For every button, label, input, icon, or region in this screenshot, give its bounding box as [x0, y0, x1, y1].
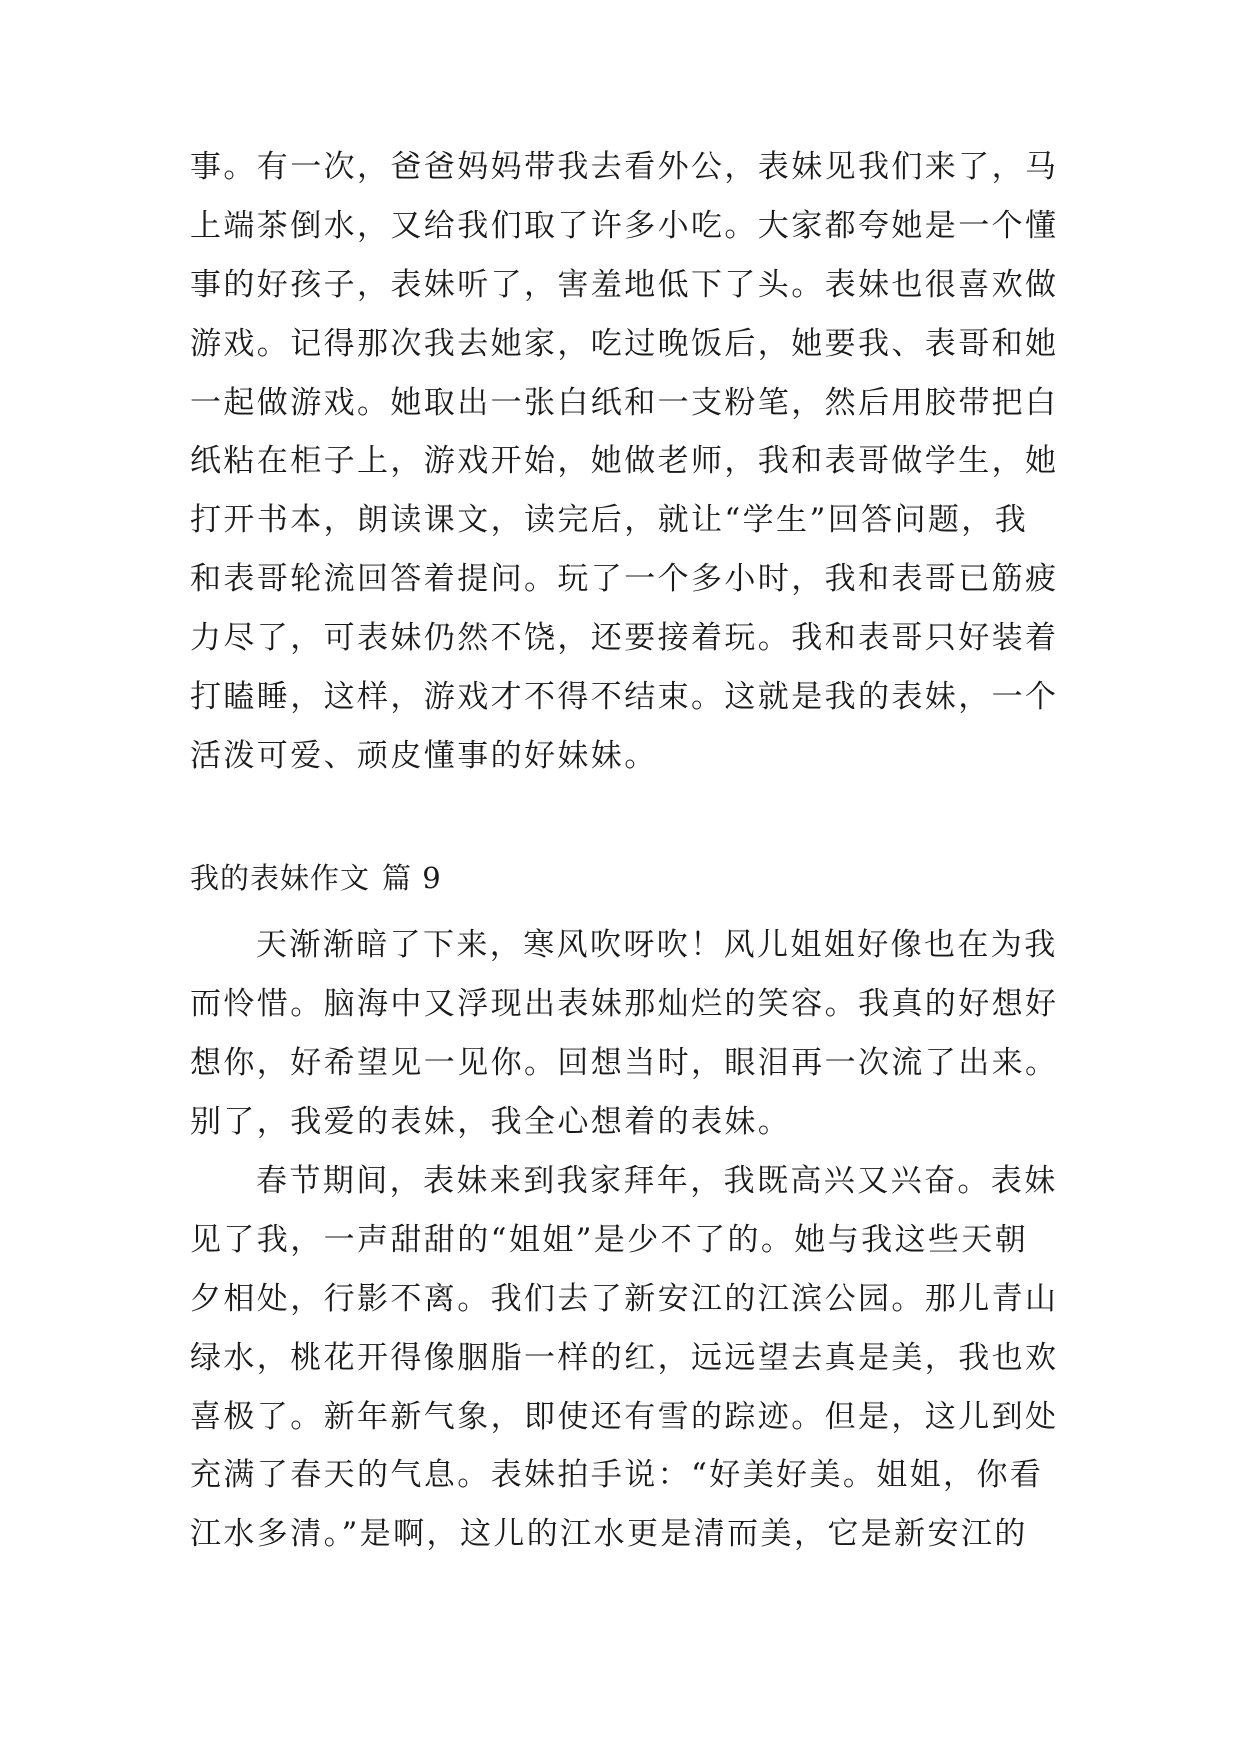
- text-line: 绿水，桃花开得像胭脂一样的红，远远望去真是美，我也欢: [190, 1339, 1059, 1376]
- section-title: 我的表妹作文: [190, 861, 371, 895]
- text-line: 见了我，一声甜甜的“姐姐”是少不了的。她与我这些天朝: [190, 1221, 1029, 1258]
- text-line: 活泼可爱、顽皮懂事的好妹妹。: [190, 737, 658, 774]
- paragraph-two: [190, 1152, 1070, 1564]
- text-line: 夕相处，行影不离。我们去了新安江的江滨公园。那儿青山: [190, 1280, 1059, 1317]
- text-line: 充满了春天的气息。表妹拍手说：“好美好美。姐姐，你看: [190, 1457, 1044, 1494]
- text-line: 一起做游戏。她取出一张白纸和一支粉笔，然后用胶带把白: [190, 384, 1059, 421]
- paragraph-one: [190, 916, 1070, 1152]
- section-heading: [190, 856, 442, 900]
- text-line: 事的好孩子，表妹听了，害羞地低下了头。表妹也很喜欢做: [190, 266, 1059, 303]
- text-line: 天渐渐暗了下来，寒风吹呀吹！风儿姐姐好像也在为我: [256, 927, 1058, 963]
- text-line: 喜极了。新年新气象，即使还有雪的踪迹。但是，这儿到处: [190, 1398, 1059, 1435]
- text-line: 游戏。记得那次我去她家，吃过晚饭后，她要我、表哥和她: [190, 325, 1059, 362]
- text-line: 想你，好希望见一见你。回想当时，眼泪再一次流了出来。: [190, 1044, 1059, 1081]
- text-line: 和表哥轮流回答着提问。玩了一个多小时，我和表哥已筋疲: [190, 561, 1059, 598]
- text-line: 江水多清。”是啊，这儿的江水更是清而美，它是新安江的: [190, 1516, 1028, 1553]
- section-part-number: 篇 9: [382, 861, 442, 895]
- text-line: 上端茶倒水，又给我们取了许多小吃。大家都夸她是一个懂: [190, 207, 1059, 244]
- text-line: 力尽了，可表妹仍然不饶，还要接着玩。我和表哥只好装着: [190, 620, 1059, 657]
- text-line: 别了，我爱的表妹，我全心想着的表妹。: [190, 1103, 792, 1140]
- text-line: 事。有一次，爸爸妈妈带我去看外公，表妹见我们来了，马: [190, 149, 1059, 185]
- text-line: 春节期间，表妹来到我家拜年，我既高兴又兴奋。表妹: [256, 1163, 1058, 1199]
- text-line: 纸粘在柜子上，游戏开始，她做老师，我和表哥做学生，她: [190, 443, 1059, 480]
- text-line: 打瞌睡，这样，游戏才不得不结束。这就是我的表妹，一个: [190, 679, 1059, 716]
- paragraph-top: [190, 138, 1070, 786]
- text-line: 打开书本，朗读课文，读完后，就让“学生”回答问题，我: [190, 502, 1029, 539]
- text-line: 而怜惜。脑海中又浮现出表妹那灿烂的笑容。我真的好想好: [190, 985, 1059, 1022]
